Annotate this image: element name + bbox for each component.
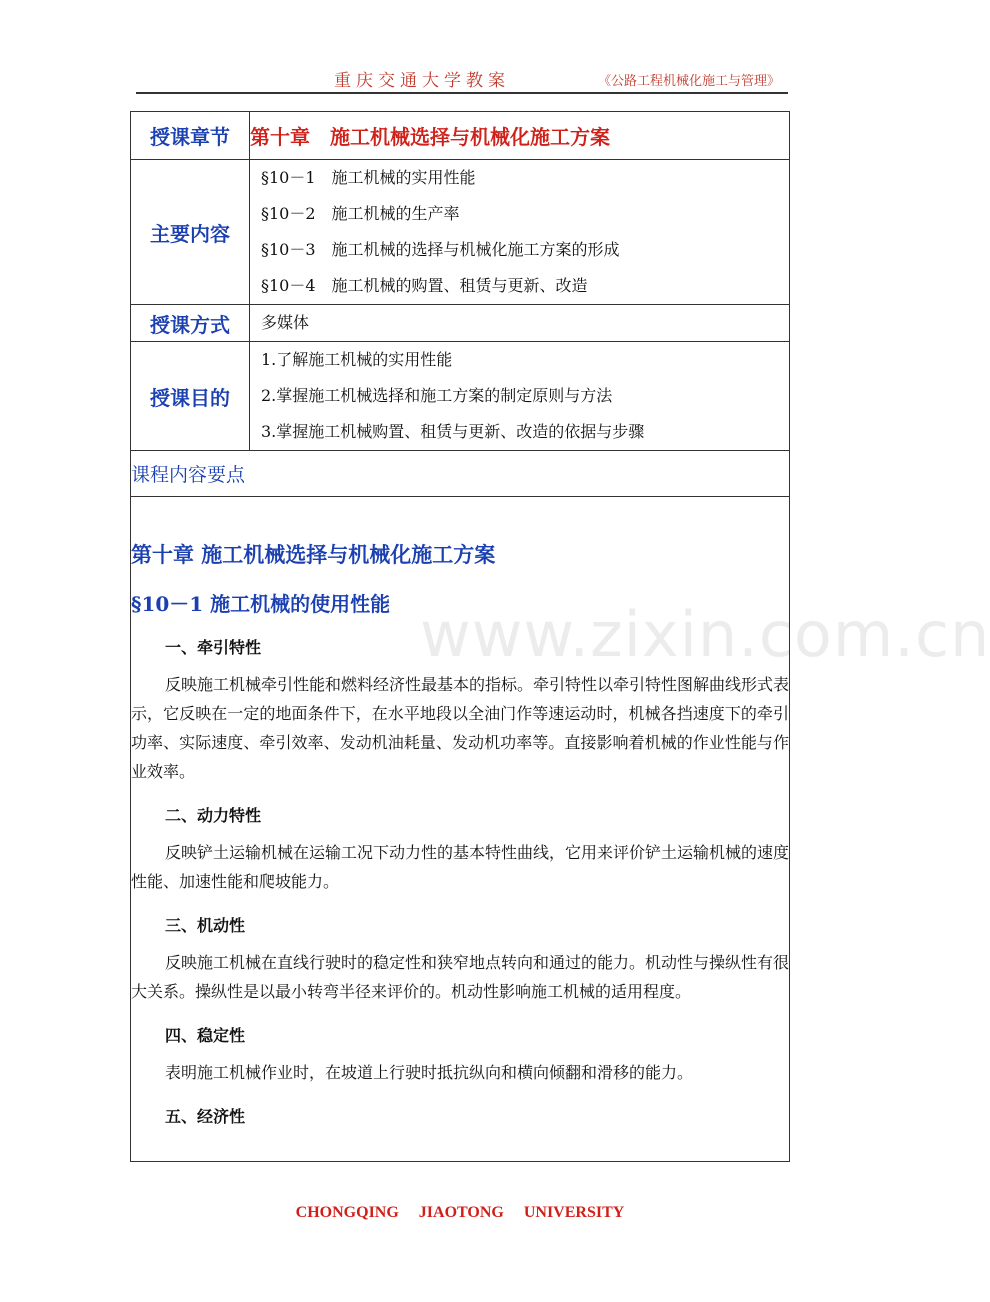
lesson-plan-table [130,111,790,1162]
page-footer: CHONGQING JIAOTONG UNIVERSITY [295,1204,625,1221]
purpose-item: 2.掌握施工机械选择和施工方案的制定原则与方法 [261,386,613,405]
paragraph: 反映施工机械牵引性能和燃料经济性最基本的指标。牵引特性以牵引特性图解曲线形式表示，它反映在一定的地面条件下，在水平地段以全油门作等速运动时，机械各挡速度下的牵引功率、实际速度、牵引效率、发动机油耗量、发动机功率等。直接影响着机械的作业性能与作业效率。 [131,675,790,781]
subsection-title: 三、机动性 [165,916,246,935]
content-label: 主要内容 [131,160,250,305]
page-header [136,62,788,94]
purpose-list [250,342,790,451]
method-value: 多媒体 [261,313,310,332]
watermark: www.zixin.com.cn [420,598,990,671]
method-row [131,305,790,342]
content-list [250,160,790,305]
purpose-label: 授课目的 [131,342,250,451]
school-name: 重庆交通大学教案 [334,71,510,91]
course-name: 《公路工程机械化施工与管理》 [597,74,780,89]
section-title: §10－1 施工机械的使用性能 [131,592,391,616]
subsection-title: 二、动力特性 [165,806,262,825]
subsection-title: 一、牵引特性 [165,638,262,657]
paragraph: 反映铲土运输机械在运输工况下动力性的基本特性曲线，它用来评价铲土运输机械的速度性能、加速性能和爬坡能力。 [131,843,790,891]
content-item: §10－4 施工机械的购置、租赁与更新、改造 [261,276,588,295]
subsection-title: 四、稳定性 [165,1026,246,1045]
main-content [131,497,790,1162]
subsection-title: 五、经济性 [165,1107,246,1126]
paragraph: 反映施工机械在直线行驶时的稳定性和狭窄地点转向和通过的能力。机动性与操纵性有很大关系。操纵性是以最小转弯半径来评价的。机动性影响施工机械的适用程度。 [131,953,790,1001]
content-item: §10－2 施工机械的生产率 [261,204,460,223]
points-row [131,451,790,497]
main-content-row [131,497,790,1162]
points-label: 课程内容要点 [131,451,790,497]
chapter-label: 授课章节 [131,112,250,160]
chapter-value: 第十章 施工机械选择与机械化施工方案 [250,112,790,160]
paragraph: 表明施工机械作业时，在坡道上行驶时抵抗纵向和横向倾翻和滑移的能力。 [165,1063,694,1082]
content-item: §10－3 施工机械的选择与机械化施工方案的形成 [261,240,620,259]
method-cell [250,305,790,342]
method-label: 授课方式 [131,305,250,342]
content-item: §10－1 施工机械的实用性能 [261,168,476,187]
purpose-item: 1.了解施工机械的实用性能 [261,350,453,369]
purpose-row [131,342,790,451]
chapter-row [131,112,790,160]
purpose-item: 3.掌握施工机械购置、租赁与更新、改造的依据与步骤 [261,422,645,441]
chapter-title: 第十章 施工机械选择与机械化施工方案 [131,542,496,567]
content-row [131,160,790,305]
